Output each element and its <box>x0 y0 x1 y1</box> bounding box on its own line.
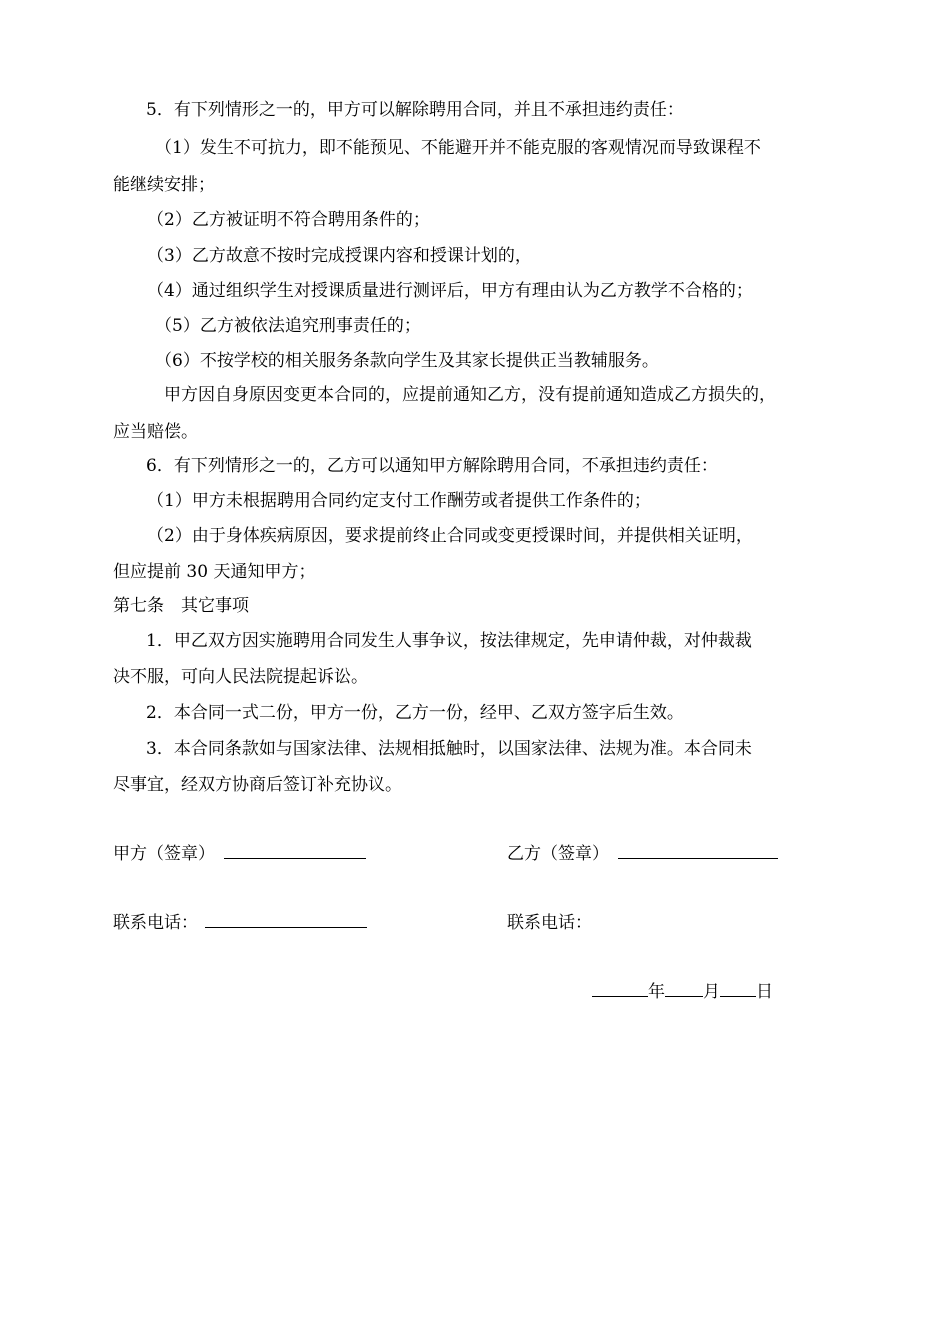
day-label: 日 <box>756 982 773 1002</box>
item6-sub1: （1）甲方未根据聘用合同约定支付工作酬劳或者提供工作条件的； <box>147 491 651 511</box>
item5-note-line1: 甲方因自身原因变更本合同的，应提前通知乙方，没有提前通知造成乙方损失的， <box>164 385 776 405</box>
party-b-sign-blank[interactable] <box>618 844 778 859</box>
article7-item1-line2: 决不服，可向人民法院提起诉讼。 <box>113 667 368 687</box>
item5-sub2: （2）乙方被证明不符合聘用条件的； <box>147 210 430 230</box>
month-label: 月 <box>703 982 720 1002</box>
month-blank[interactable] <box>665 982 703 997</box>
date-line <box>592 982 773 1002</box>
item5-sub3: （3）乙方故意不按时完成授课内容和授课计划的， <box>147 246 532 266</box>
party-a-phone <box>113 913 367 933</box>
party-b-sign-label: 乙方（签章） <box>507 844 609 864</box>
party-b-phone <box>507 913 592 933</box>
party-a-phone-label: 联系电话： <box>113 913 198 933</box>
item5-sub1-line2: 能继续安排； <box>113 175 215 195</box>
item5-sub5: （5）乙方被依法追究刑事责任的； <box>155 316 421 336</box>
article7-item2: 2．本合同一式二份，甲方一份，乙方一份，经甲、乙双方签字后生效。 <box>146 703 684 723</box>
party-a-sign <box>113 844 366 864</box>
item6-sub2-line1: （2）由于身体疾病原因，要求提前终止合同或变更授课时间，并提供相关证明， <box>147 526 753 546</box>
year-blank[interactable] <box>592 982 648 997</box>
day-blank[interactable] <box>720 982 756 997</box>
party-a-sign-blank[interactable] <box>224 844 366 859</box>
party-a-phone-blank[interactable] <box>205 913 367 928</box>
year-label: 年 <box>648 982 665 1002</box>
item5-note-line2: 应当赔偿。 <box>113 422 198 442</box>
item6-heading: 6．有下列情形之一的，乙方可以通知甲方解除聘用合同，不承担违约责任： <box>146 456 718 476</box>
article7-heading: 第七条 其它事项 <box>113 596 249 616</box>
party-a-sign-label: 甲方（签章） <box>113 844 215 864</box>
item5-heading: 5．有下列情形之一的，甲方可以解除聘用合同，并且不承担违约责任： <box>146 100 684 120</box>
item5-sub1-line1: （1）发生不可抗力，即不能预见、不能避开并不能克服的客观情况而导致课程不 <box>155 138 761 158</box>
item6-sub2-line2: 但应提前 30 天通知甲方； <box>113 562 316 582</box>
party-b-sign <box>507 844 778 864</box>
item5-sub4: （4）通过组织学生对授课质量进行测评后，甲方有理由认为乙方教学不合格的； <box>147 281 753 301</box>
item5-sub6: （6）不按学校的相关服务条款向学生及其家长提供正当教辅服务。 <box>155 351 659 371</box>
article7-item1-line1: 1．甲乙双方因实施聘用合同发生人事争议，按法律规定，先申请仲裁，对仲裁裁 <box>146 631 752 651</box>
article7-item3-line1: 3．本合同条款如与国家法律、法规相抵触时，以国家法律、法规为准。本合同未 <box>146 739 752 759</box>
party-b-phone-label: 联系电话： <box>507 913 592 933</box>
article7-item3-line2: 尽事宜，经双方协商后签订补充协议。 <box>113 775 402 795</box>
